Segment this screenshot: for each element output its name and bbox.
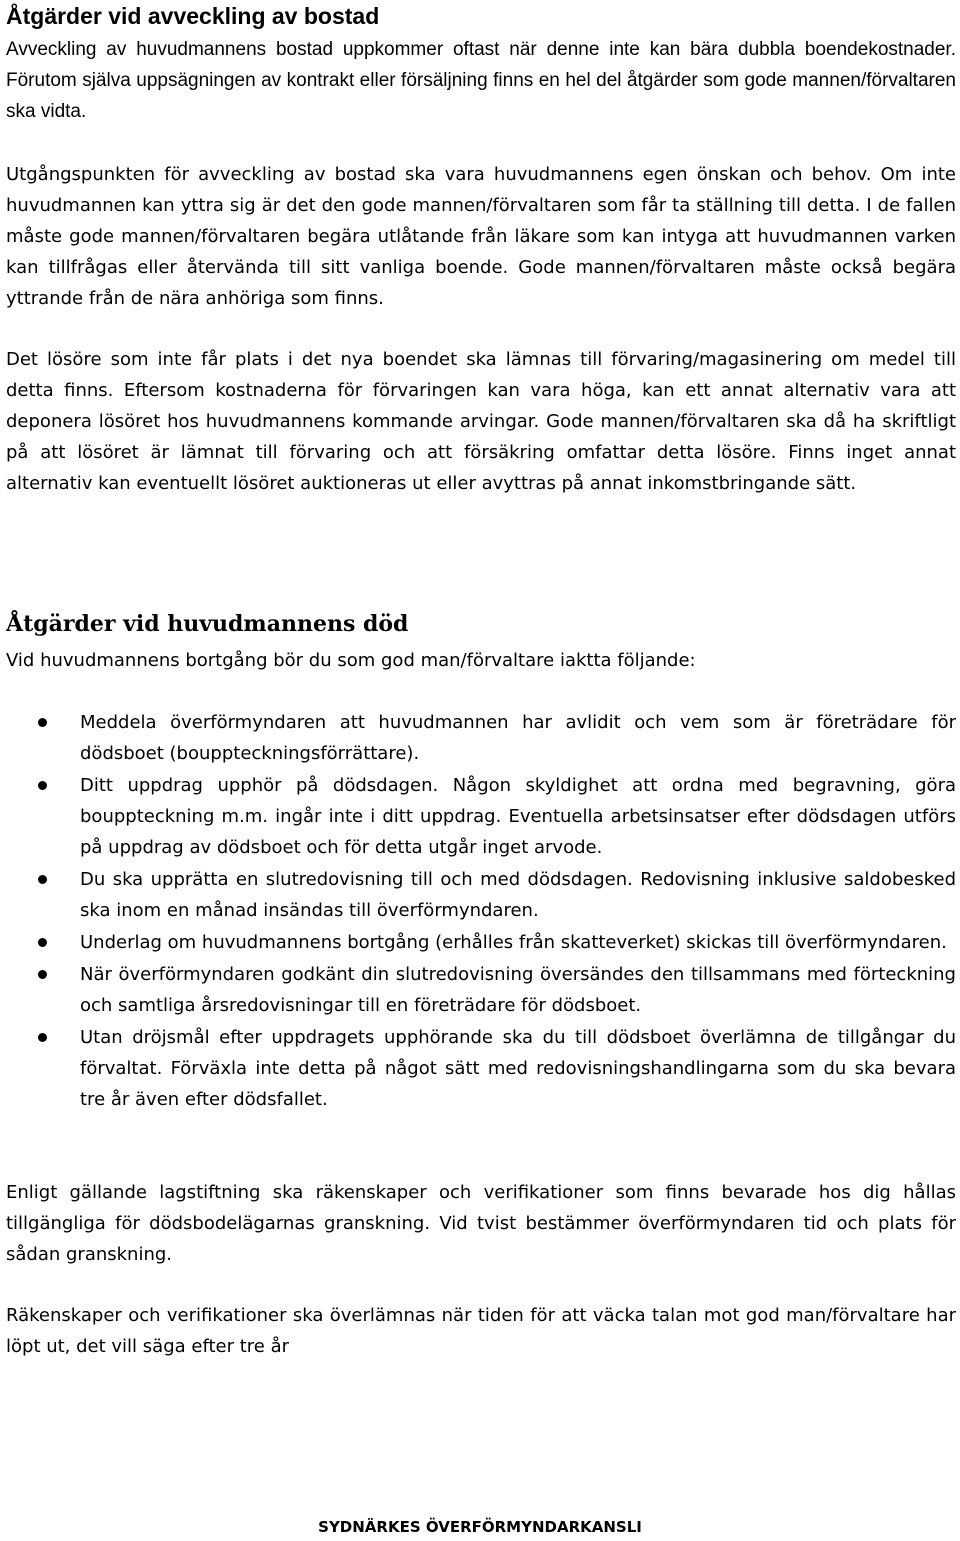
section-heading-avveckling: Åtgärder vid avveckling av bostad <box>6 3 380 29</box>
paragraph-rakenskaper: Räkenskaper och verifikationer ska överlämnas när tiden för att väcka talan mot god man/förvaltare har löpt ut, det vill säga efter tre år <box>6 1305 956 1357</box>
bullet-icon <box>38 1033 47 1042</box>
list-item-text: Du ska upprätta en slutredovisning till och med dödsdagen. Redovisning inklusive saldobesked ska inom en månad insändas till överförmyndaren. <box>80 869 956 921</box>
paragraph-losore: Det lösöre som inte får plats i det nya boendet ska lämnas till förvaring/magasinering om medel till detta finns. Eftersom kostnaderna för förvaringen kan vara höga, kan ett annat alternativ vara att deponera lösöret hos huvudmannens kommande arvingar. Gode mannen/förvaltaren ska då ha skriftligt på att lösöret är lämnat till förvaring och att försäkring omfattar detta lösöre. Finns inget annat alternativ kan eventuellt lösöret auktioneras ut eller avyttras på annat inkomstbringande sätt. <box>6 349 956 494</box>
list-item <box>0 927 956 958</box>
bullet-icon <box>38 875 47 884</box>
bullet-icon <box>38 970 47 979</box>
list-item-text: Meddela överförmyndaren att huvudmannen har avlidit och vem som är företrädare för dödsboet (bouppteckningsförrättare). <box>80 712 956 764</box>
footer-organization: SYDNÄRKES ÖVERFÖRMYNDARKANSLI <box>318 1518 642 1536</box>
bullet-icon <box>38 938 47 947</box>
bullet-list <box>0 707 960 1116</box>
paragraph-avveckling-intro: Avveckling av huvudmannens bostad uppkommer oftast när denne inte kan bära dubbla boendekostnader. Förutom själva uppsägningen av kontrakt eller försäljning finns en hel del åtgärder som gode mannen/förvaltaren ska vidta. <box>6 39 956 122</box>
bullet-icon <box>38 781 47 790</box>
list-item-text: Underlag om huvudmannens bortgång (erhålles från skatteverket) skickas till överförmyndaren. <box>80 932 947 953</box>
list-item <box>0 770 956 863</box>
list-item <box>0 1022 956 1115</box>
list-item-text: När överförmyndaren godkänt din slutredovisning översändes den tillsammans med förteckning och samtliga årsredovisningar till en företrädare för dödsboet. <box>80 964 956 1016</box>
list-item <box>0 864 956 926</box>
list-item-text: Ditt uppdrag upphör på dödsdagen. Någon skyldighet att ordna med begravning, göra bouppteckning m.m. ingår inte i ditt uppdrag. Eventuella arbetsinsatser efter dödsdagen utförs på uppdrag av dödsboet och för detta utgår inget arvode. <box>80 775 956 858</box>
list-item <box>0 959 956 1021</box>
paragraph-utgangspunkt: Utgångspunkten för avveckling av bostad ska vara huvudmannens egen önskan och behov. Om inte huvudmannen kan yttra sig är det den gode mannen/förvaltaren som får ta ställning till detta. I de fallen måste gode mannen/förvaltaren begära utlåtande från läkare som kan intyga att huvudmannen varken kan tillfrågas eller återvända till sitt vanliga boende. Gode mannen/förvaltaren måste också begära yttrande från de nära anhöriga som finns. <box>6 164 956 309</box>
paragraph-dod-intro: Vid huvudmannens bortgång bör du som god man/förvaltare iaktta följande: <box>6 650 696 671</box>
bullet-icon <box>38 718 47 727</box>
section-heading-dod: Åtgärder vid huvudmannens död <box>6 611 409 637</box>
list-item-text: Utan dröjsmål efter uppdragets upphörande ska du till dödsboet överlämna de tillgångar du förvaltat. Förväxla inte detta på något sätt med redovisningshandlingarna som du ska bevara tre år även efter dödsfallet. <box>80 1027 956 1110</box>
list-item <box>0 707 956 769</box>
paragraph-lagstiftning: Enligt gällande lagstiftning ska räkenskaper och verifikationer som finns bevarade hos dig hållas tillgängliga för dödsbodelägarnas granskning. Vid tvist bestämmer överförmyndaren tid och plats för sådan granskning. <box>6 1182 956 1265</box>
